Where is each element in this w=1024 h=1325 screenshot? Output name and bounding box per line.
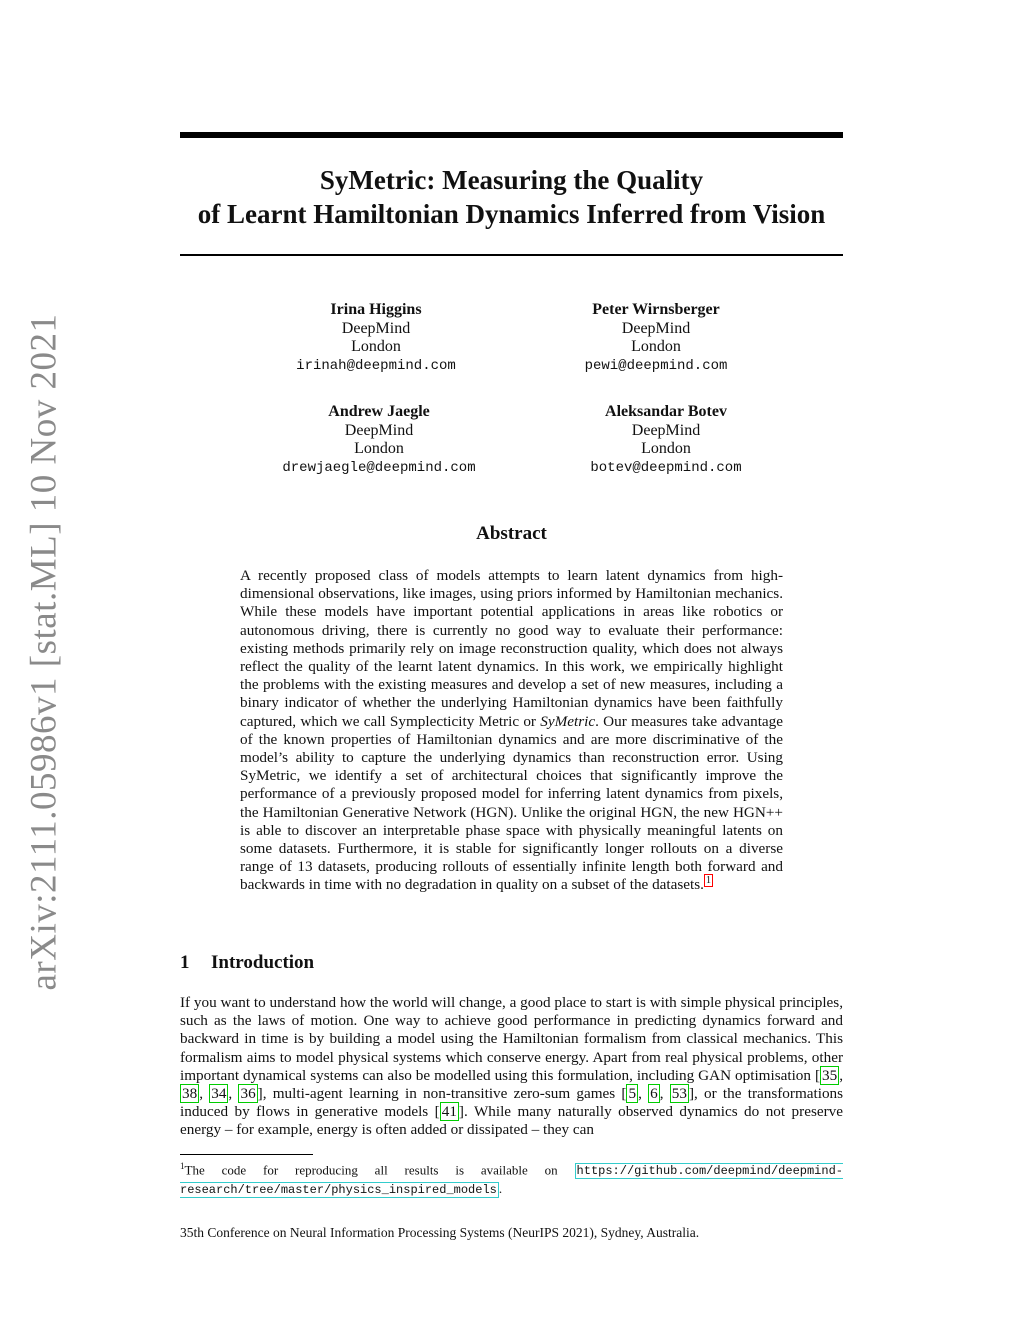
author-name: Peter Wirnsberger — [592, 301, 720, 318]
abstract-text-part-2: . Our measures take advantage of the known properties of Hamiltonian dynamics and are more discriminative of the model’s ability to capture the underlying dynamics than reconstruction error. Using SyMetric, we identify a set of architectural choices that significantly improve the performance of a previously proposed model for inferring latent dynamics from pixels, the Hamiltonian Generative Network (HGN). Unlike the original HGN, the new HGN++ is able to discover an interpretable phase space with physically meaningful latents on some datasets. Furthermore, it is stable for significantly longer rollouts on a diverse range of 13 datasets, producing rollouts of essentially infinite length both forward and backwards in time with no degradation in quality on a subset of the datasets. — [240, 712, 784, 894]
author-block-wirnsberger — [516, 301, 796, 375]
abstract-symetric-emphasis: SyMetric — [540, 712, 596, 730]
author-name: Aleksandar Botev — [605, 403, 727, 420]
citation-link[interactable]: 38 — [182, 1085, 198, 1103]
author-city: London — [351, 338, 401, 355]
author-affiliation: DeepMind — [341, 319, 411, 337]
footnote-number: 1 — [180, 1161, 185, 1171]
intro-text-part-4: ]. While many naturally observed dynamics do not preserve energy – for example, energy is often added or dissipated – they can — [180, 1103, 843, 1139]
section-number: 1 — [180, 952, 190, 973]
author-affiliation: DeepMind — [344, 421, 414, 439]
author-email[interactable]: irinah@deepmind.com — [296, 357, 456, 374]
abstract-text — [240, 567, 783, 895]
citation-link[interactable]: 35 — [822, 1066, 838, 1084]
citation-link[interactable]: 53 — [671, 1085, 687, 1103]
arxiv-stamp: arXiv:2111.05986v1 [stat.ML] 10 Nov 2021 — [23, 313, 65, 991]
paper-title-line-1: SyMetric: Measuring the Quality — [319, 165, 704, 195]
introduction-paragraph: If you want to understand how the world will change, a good place to start is with simple physical principles, such as the laws of motion. One way to achieve good performance in predicting dynamics forward and backward in time is by building a model using the Hamiltonian formalism from classical mechanics. This formalism aims to model physical systems which conserve energy. Apart from real physical problems, other important dynamical systems can also be modelled using this formulation, including GAN optimisation [ 35 , 38 , 34 , 36 ], multi-agent learning in non-transitive zero-sum games [ 5 , 6 , 53 ], or the transformations induced by flows in generative models [ 41 ]. While many naturally observed dynamics do not preserve energy – for example, energy is often added or dissipated – they can — [180, 994, 844, 1139]
code-repository-link[interactable]: https://github.com/deepmind/deepmind-research/tree/master/physics_inspired_models — [180, 1164, 843, 1198]
footnote — [180, 1158, 843, 1199]
citation-link[interactable]: 34 — [211, 1085, 227, 1103]
title-top-rule — [180, 132, 843, 138]
title-bottom-rule — [180, 254, 843, 256]
footnote-rule — [180, 1154, 313, 1155]
intro-text-part-2: ], multi-agent learning in non-transitive zero-sum games [ — [257, 1085, 627, 1103]
author-email[interactable]: botev@deepmind.com — [590, 459, 742, 476]
footnote-end: . — [498, 1181, 503, 1197]
abstract-heading: Abstract — [476, 523, 547, 544]
section-title: Introduction — [211, 952, 315, 973]
author-name: Irina Higgins — [330, 301, 422, 318]
author-email[interactable]: pewi@deepmind.com — [584, 357, 728, 374]
abstract-text-part-1: A recently proposed class of models attempts to learn latent dynamics from high-dimensional observations, like images, using priors informed by Hamiltonian mechanics. While these models have important potential applications in areas like robotics or autonomous driving, there is currently no good way to evaluate their performance: existing methods primarily rely on image reconstruction quality, which does not always reflect the quality of the learnt latent dynamics. In this work, we empirically highlight the problems with the existing measures and develop a set of new measures, including a binary indicator of whether the underlying Hamiltonian dynamics have been faithfully captured, which we call Symplecticity Metric or — [240, 567, 783, 730]
intro-text-part-1: If you want to understand how the world will change, a good place to start is with simple physical principles, such as the laws of motion. One way to achieve good performance in predicting dynamics forward and backward in time is by building a model using the Hamiltonian formalism from classical mechanics. This formalism aims to model physical systems which conserve energy. Apart from real physical problems, other important dynamical systems can also be modelled using this formulation, including GAN optimisation [ — [180, 994, 843, 1084]
author-affiliation: DeepMind — [621, 319, 691, 337]
author-affiliation: DeepMind — [631, 421, 701, 439]
paper-title — [180, 163, 843, 231]
footnote-text: The code for reproducing all results is available on — [184, 1162, 575, 1178]
author-city: London — [641, 440, 691, 457]
conference-note: 35th Conference on Neural Information Processing Systems (NeurIPS 2021), Sydney, Australia. — [180, 1225, 700, 1240]
footnote-ref-link[interactable]: 1 — [705, 875, 711, 887]
citation-link[interactable]: 41 — [441, 1103, 457, 1121]
author-city: London — [354, 440, 404, 457]
author-block-botev — [526, 403, 806, 477]
author-name: Andrew Jaegle — [328, 403, 430, 420]
author-block-higgins — [236, 301, 516, 375]
intro-text-part-3: ], or the transformations induced by flows in generative models [ — [180, 1085, 844, 1121]
section-heading-introduction — [180, 952, 314, 974]
author-block-jaegle — [239, 403, 519, 477]
citation-link[interactable]: 5 — [628, 1085, 637, 1103]
paper-title-line-2: of Learnt Hamiltonian Dynamics Inferred from Vision — [197, 199, 826, 229]
author-email[interactable]: drewjaegle@deepmind.com — [282, 459, 476, 476]
author-city: London — [631, 338, 681, 355]
citation-link[interactable]: 6 — [650, 1085, 658, 1103]
citation-link[interactable]: 36 — [240, 1085, 256, 1103]
